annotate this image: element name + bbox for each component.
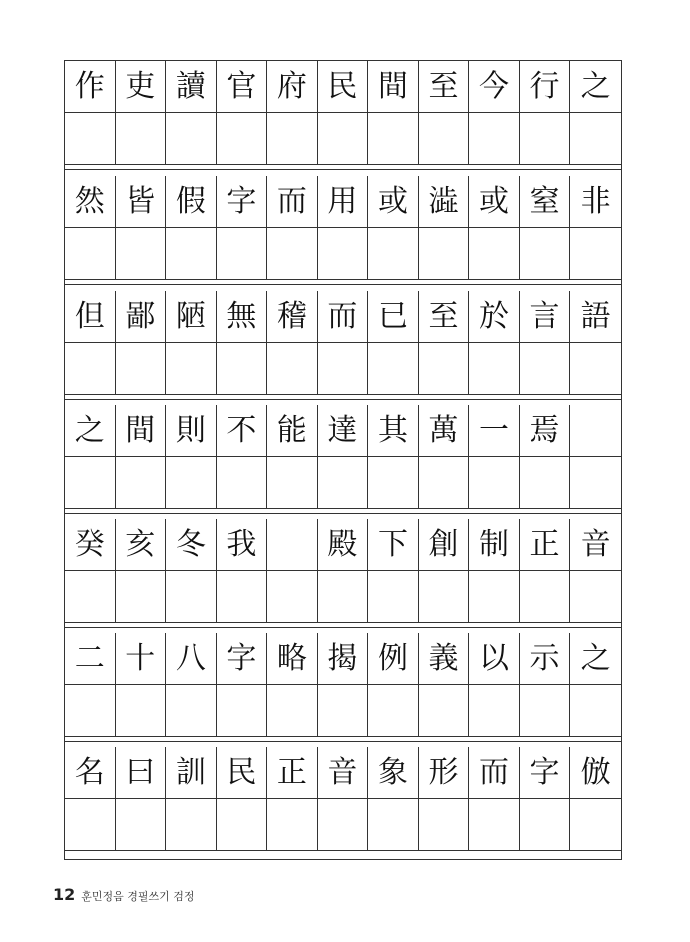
model-char-cell: 字 bbox=[217, 633, 268, 685]
practice-cell[interactable] bbox=[267, 799, 318, 851]
model-char-cell: 假 bbox=[166, 176, 217, 228]
practice-cell[interactable] bbox=[116, 228, 167, 280]
practice-cell[interactable] bbox=[116, 685, 167, 737]
practice-cell[interactable] bbox=[267, 228, 318, 280]
model-char-cell: 間 bbox=[368, 61, 419, 113]
model-char-cell: 字 bbox=[217, 176, 268, 228]
model-char-cell: 其 bbox=[368, 405, 419, 457]
practice-cell[interactable] bbox=[469, 343, 520, 395]
model-row bbox=[65, 176, 621, 228]
block-separator bbox=[65, 513, 621, 514]
practice-cell[interactable] bbox=[520, 571, 571, 623]
model-char-cell: 至 bbox=[419, 61, 470, 113]
model-char-cell: 下 bbox=[368, 519, 419, 571]
page-number: 12 bbox=[53, 885, 76, 904]
model-char-cell: 形 bbox=[419, 747, 470, 799]
practice-cell[interactable] bbox=[217, 343, 268, 395]
block-separator bbox=[65, 741, 621, 742]
practice-cell[interactable] bbox=[520, 457, 571, 509]
practice-cell[interactable] bbox=[570, 228, 621, 280]
model-char-cell: 已 bbox=[368, 291, 419, 343]
model-char-cell: 正 bbox=[520, 519, 571, 571]
practice-cell[interactable] bbox=[116, 343, 167, 395]
practice-cell[interactable] bbox=[469, 228, 520, 280]
model-char-cell: 名 bbox=[65, 747, 116, 799]
model-char-cell: 字 bbox=[520, 747, 571, 799]
model-char-cell: 但 bbox=[65, 291, 116, 343]
practice-cell[interactable] bbox=[570, 457, 621, 509]
practice-cell[interactable] bbox=[469, 799, 520, 851]
practice-row bbox=[65, 571, 621, 623]
practice-cell[interactable] bbox=[116, 113, 167, 165]
practice-cell[interactable] bbox=[267, 571, 318, 623]
model-row bbox=[65, 519, 621, 571]
practice-cell[interactable] bbox=[520, 799, 571, 851]
practice-cell[interactable] bbox=[419, 457, 470, 509]
model-char-cell: 象 bbox=[368, 747, 419, 799]
model-char-cell: 焉 bbox=[520, 405, 571, 457]
model-char-cell: 澁 bbox=[419, 176, 470, 228]
practice-cell[interactable] bbox=[217, 457, 268, 509]
block-separator bbox=[65, 284, 621, 285]
practice-cell[interactable] bbox=[368, 228, 419, 280]
practice-cell[interactable] bbox=[419, 228, 470, 280]
model-row bbox=[65, 405, 621, 457]
model-char-cell: 讀 bbox=[166, 61, 217, 113]
practice-cell[interactable] bbox=[368, 343, 419, 395]
model-char-cell: 一 bbox=[469, 405, 520, 457]
model-char-cell: 達 bbox=[318, 405, 369, 457]
practice-cell[interactable] bbox=[217, 228, 268, 280]
practice-cell[interactable] bbox=[368, 685, 419, 737]
model-char-cell: 官 bbox=[217, 61, 268, 113]
model-char-cell: 然 bbox=[65, 176, 116, 228]
block-separator bbox=[65, 627, 621, 628]
model-char-cell: 音 bbox=[318, 747, 369, 799]
model-row bbox=[65, 633, 621, 685]
practice-cell[interactable] bbox=[65, 343, 116, 395]
practice-cell[interactable] bbox=[318, 685, 369, 737]
model-char-cell: 不 bbox=[217, 405, 268, 457]
practice-cell[interactable] bbox=[570, 113, 621, 165]
practice-cell[interactable] bbox=[65, 113, 116, 165]
practice-cell[interactable] bbox=[318, 343, 369, 395]
practice-cell[interactable] bbox=[469, 685, 520, 737]
model-char-cell: 訓 bbox=[166, 747, 217, 799]
model-char-cell: 之 bbox=[65, 405, 116, 457]
model-char-cell: 而 bbox=[267, 176, 318, 228]
model-char-cell: 萬 bbox=[419, 405, 470, 457]
practice-cell[interactable] bbox=[217, 571, 268, 623]
model-char-cell: 於 bbox=[469, 291, 520, 343]
model-char-cell: 而 bbox=[318, 291, 369, 343]
practice-cell[interactable] bbox=[368, 457, 419, 509]
blank-cell bbox=[267, 519, 318, 571]
model-char-cell: 言 bbox=[520, 291, 571, 343]
practice-cell[interactable] bbox=[267, 457, 318, 509]
practice-cell[interactable] bbox=[166, 457, 217, 509]
practice-cell[interactable] bbox=[166, 228, 217, 280]
model-char-cell: 或 bbox=[368, 176, 419, 228]
model-char-cell: 殿 bbox=[318, 519, 369, 571]
model-char-cell: 吏 bbox=[116, 61, 167, 113]
model-row bbox=[65, 291, 621, 343]
model-char-cell: 我 bbox=[217, 519, 268, 571]
practice-cell[interactable] bbox=[570, 685, 621, 737]
model-char-cell: 能 bbox=[267, 405, 318, 457]
model-char-cell: 至 bbox=[419, 291, 470, 343]
practice-cell[interactable] bbox=[570, 571, 621, 623]
model-char-cell: 曰 bbox=[116, 747, 167, 799]
model-char-cell: 之 bbox=[570, 61, 621, 113]
practice-cell[interactable] bbox=[217, 799, 268, 851]
block-separator bbox=[65, 399, 621, 400]
practice-cell[interactable] bbox=[570, 799, 621, 851]
practice-cell[interactable] bbox=[419, 799, 470, 851]
model-char-cell: 而 bbox=[469, 747, 520, 799]
model-row bbox=[65, 61, 621, 113]
practice-row bbox=[65, 457, 621, 509]
model-char-cell: 揭 bbox=[318, 633, 369, 685]
writing-sheet bbox=[64, 60, 622, 860]
practice-cell[interactable] bbox=[318, 799, 369, 851]
practice-cell[interactable] bbox=[267, 113, 318, 165]
model-char-cell: 稽 bbox=[267, 291, 318, 343]
page-footer bbox=[53, 885, 195, 905]
practice-cell[interactable] bbox=[318, 571, 369, 623]
practice-cell[interactable] bbox=[116, 799, 167, 851]
model-char-cell: 陋 bbox=[166, 291, 217, 343]
practice-cell[interactable] bbox=[65, 685, 116, 737]
model-char-cell: 間 bbox=[116, 405, 167, 457]
practice-cell[interactable] bbox=[217, 685, 268, 737]
practice-cell[interactable] bbox=[267, 343, 318, 395]
practice-cell[interactable] bbox=[318, 457, 369, 509]
model-char-cell: 例 bbox=[368, 633, 419, 685]
model-char-cell: 以 bbox=[469, 633, 520, 685]
model-char-cell: 二 bbox=[65, 633, 116, 685]
model-char-cell: 創 bbox=[419, 519, 470, 571]
practice-cell[interactable] bbox=[116, 457, 167, 509]
book-title: 훈민정음 경필쓰기 검정 bbox=[81, 890, 195, 903]
blank-cell bbox=[570, 405, 621, 457]
model-char-cell: 八 bbox=[166, 633, 217, 685]
practice-cell[interactable] bbox=[166, 685, 217, 737]
practice-cell[interactable] bbox=[116, 571, 167, 623]
model-char-cell: 則 bbox=[166, 405, 217, 457]
practice-cell[interactable] bbox=[419, 685, 470, 737]
practice-cell[interactable] bbox=[469, 457, 520, 509]
model-char-cell: 癸 bbox=[65, 519, 116, 571]
practice-cell[interactable] bbox=[318, 113, 369, 165]
practice-cell[interactable] bbox=[520, 343, 571, 395]
model-char-cell: 非 bbox=[570, 176, 621, 228]
model-char-cell: 窒 bbox=[520, 176, 571, 228]
block-separator bbox=[65, 169, 621, 170]
practice-cell[interactable] bbox=[368, 113, 419, 165]
model-char-cell: 音 bbox=[570, 519, 621, 571]
practice-cell[interactable] bbox=[65, 799, 116, 851]
practice-cell[interactable] bbox=[419, 571, 470, 623]
model-char-cell: 或 bbox=[469, 176, 520, 228]
practice-row bbox=[65, 685, 621, 737]
model-char-cell: 義 bbox=[419, 633, 470, 685]
practice-cell[interactable] bbox=[166, 343, 217, 395]
model-char-cell: 無 bbox=[217, 291, 268, 343]
model-char-cell: 鄙 bbox=[116, 291, 167, 343]
model-char-cell: 正 bbox=[267, 747, 318, 799]
model-char-cell: 皆 bbox=[116, 176, 167, 228]
practice-cell[interactable] bbox=[65, 571, 116, 623]
model-char-cell: 冬 bbox=[166, 519, 217, 571]
model-char-cell: 亥 bbox=[116, 519, 167, 571]
practice-cell[interactable] bbox=[65, 228, 116, 280]
practice-row bbox=[65, 113, 621, 165]
model-char-cell: 語 bbox=[570, 291, 621, 343]
model-char-cell: 制 bbox=[469, 519, 520, 571]
model-char-cell: 十 bbox=[116, 633, 167, 685]
practice-cell[interactable] bbox=[520, 228, 571, 280]
model-char-cell: 府 bbox=[267, 61, 318, 113]
practice-row bbox=[65, 228, 621, 280]
model-char-cell: 民 bbox=[318, 61, 369, 113]
practice-cell[interactable] bbox=[469, 113, 520, 165]
practice-cell[interactable] bbox=[166, 571, 217, 623]
model-char-cell: 行 bbox=[520, 61, 571, 113]
practice-cell[interactable] bbox=[520, 685, 571, 737]
model-char-cell: 示 bbox=[520, 633, 571, 685]
practice-cell[interactable] bbox=[267, 685, 318, 737]
practice-cell[interactable] bbox=[217, 113, 268, 165]
model-char-cell: 倣 bbox=[570, 747, 621, 799]
practice-cell[interactable] bbox=[166, 799, 217, 851]
practice-cell[interactable] bbox=[368, 571, 419, 623]
model-char-cell: 用 bbox=[318, 176, 369, 228]
model-char-cell: 之 bbox=[570, 633, 621, 685]
practice-cell[interactable] bbox=[520, 113, 571, 165]
practice-cell[interactable] bbox=[570, 343, 621, 395]
model-char-cell: 作 bbox=[65, 61, 116, 113]
practice-cell[interactable] bbox=[318, 228, 369, 280]
model-char-cell: 今 bbox=[469, 61, 520, 113]
practice-cell[interactable] bbox=[65, 457, 116, 509]
practice-row bbox=[65, 343, 621, 395]
model-row bbox=[65, 747, 621, 799]
practice-cell[interactable] bbox=[469, 571, 520, 623]
practice-cell[interactable] bbox=[368, 799, 419, 851]
practice-cell[interactable] bbox=[419, 343, 470, 395]
practice-cell[interactable] bbox=[166, 113, 217, 165]
model-char-cell: 略 bbox=[267, 633, 318, 685]
model-char-cell: 民 bbox=[217, 747, 268, 799]
practice-cell[interactable] bbox=[419, 113, 470, 165]
practice-row bbox=[65, 799, 621, 851]
